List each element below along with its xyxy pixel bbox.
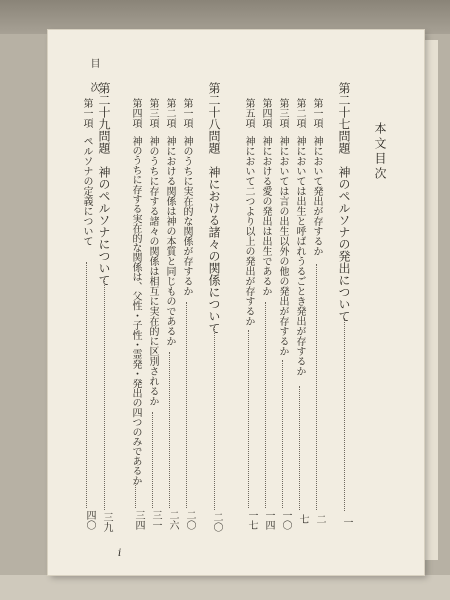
- q27-item2-page: 七: [297, 514, 308, 524]
- background-bottom: [0, 575, 450, 600]
- q28-item1-leader: [186, 302, 187, 508]
- question-28-title: 第二十八問題 神における諸々の関係について: [207, 82, 221, 334]
- q28-item2-label: 第二項: [164, 98, 175, 128]
- q28-item1-page: 二〇: [184, 510, 195, 530]
- q28-item1-label: 第一項: [181, 98, 192, 128]
- q27-item1-page: 二: [314, 514, 325, 524]
- q28-item1-text: 神のうちに実在的な関係が存するか: [181, 136, 192, 296]
- q29-item1-leader: [86, 262, 87, 508]
- q28-item2-leader: [169, 352, 170, 508]
- q27-item1-leader: [316, 264, 317, 510]
- running-title: 目次: [88, 58, 99, 106]
- page-stack-edge: [424, 40, 438, 560]
- q28-item4-text: 神のうちに存する実在的な関係は、父性・子性・霊発・発出の四つのみであるか: [130, 136, 141, 486]
- q28-item3-label: 第三項: [147, 98, 158, 128]
- q29-item1-text: ペルソナの定義について: [81, 136, 92, 246]
- q27-item2-text: 神においては出生と呼ばれうるごとき発出が存するか: [294, 136, 305, 376]
- q28-item4-leader: [135, 480, 136, 508]
- q28-item3-leader: [152, 412, 153, 508]
- q29-item1-page: 四〇: [84, 510, 95, 530]
- q28-item3-text: 神のうちに存する諸々の関係は相互に実在的に区別されるか: [147, 136, 158, 406]
- question-27-leader: [344, 318, 345, 511]
- question-29-leader: [104, 278, 105, 510]
- q29-item1-label: 第一項: [81, 98, 92, 128]
- q28-item4-page: 三四: [133, 510, 144, 530]
- q27-item5-text: 神において二つより以上の発出が存するか: [243, 136, 254, 326]
- q27-item4-label: 第四項: [260, 98, 271, 128]
- background-top: [0, 0, 450, 34]
- question-27-page: 一: [341, 517, 352, 527]
- q27-item2-label: 第二項: [294, 98, 305, 128]
- question-29-title: 第二十九問題 神のペルソナについて: [97, 82, 111, 286]
- q27-item4-text: 神における愛の発出は出生であるか: [260, 136, 271, 296]
- q28-item4-label: 第四項: [130, 98, 141, 128]
- q27-item3-label: 第三項: [277, 98, 288, 128]
- page-number: i: [118, 548, 122, 559]
- q28-item2-page: 二六: [167, 510, 178, 530]
- q28-item2-text: 神における関係は神の本質と同じものであるか: [164, 136, 175, 346]
- question-29-page: 三九: [101, 512, 112, 532]
- q27-item1-text: 神において発出が存するか: [311, 136, 322, 256]
- q28-item3-page: 三一: [150, 510, 161, 530]
- q27-item3-leader: [282, 360, 283, 508]
- q27-item2-leader: [299, 386, 300, 510]
- question-27-title: 第二十七問題 神のペルソナの発出について: [337, 82, 351, 322]
- q27-item3-page: 一〇: [280, 510, 291, 530]
- question-28-page: 二〇: [211, 512, 222, 532]
- question-28-leader: [214, 326, 215, 510]
- contents-title: 本文目次: [373, 122, 387, 182]
- q27-item4-page: 一四: [263, 510, 274, 530]
- q27-item5-leader: [248, 330, 249, 508]
- book-page: [48, 30, 424, 575]
- q27-item1-label: 第一項: [311, 98, 322, 128]
- q27-item5-page: 一七: [246, 510, 257, 530]
- q27-item4-leader: [265, 302, 266, 508]
- q27-item3-text: 神においては言の出生以外の他の発出が存するか: [277, 136, 288, 356]
- q27-item5-label: 第五項: [243, 98, 254, 128]
